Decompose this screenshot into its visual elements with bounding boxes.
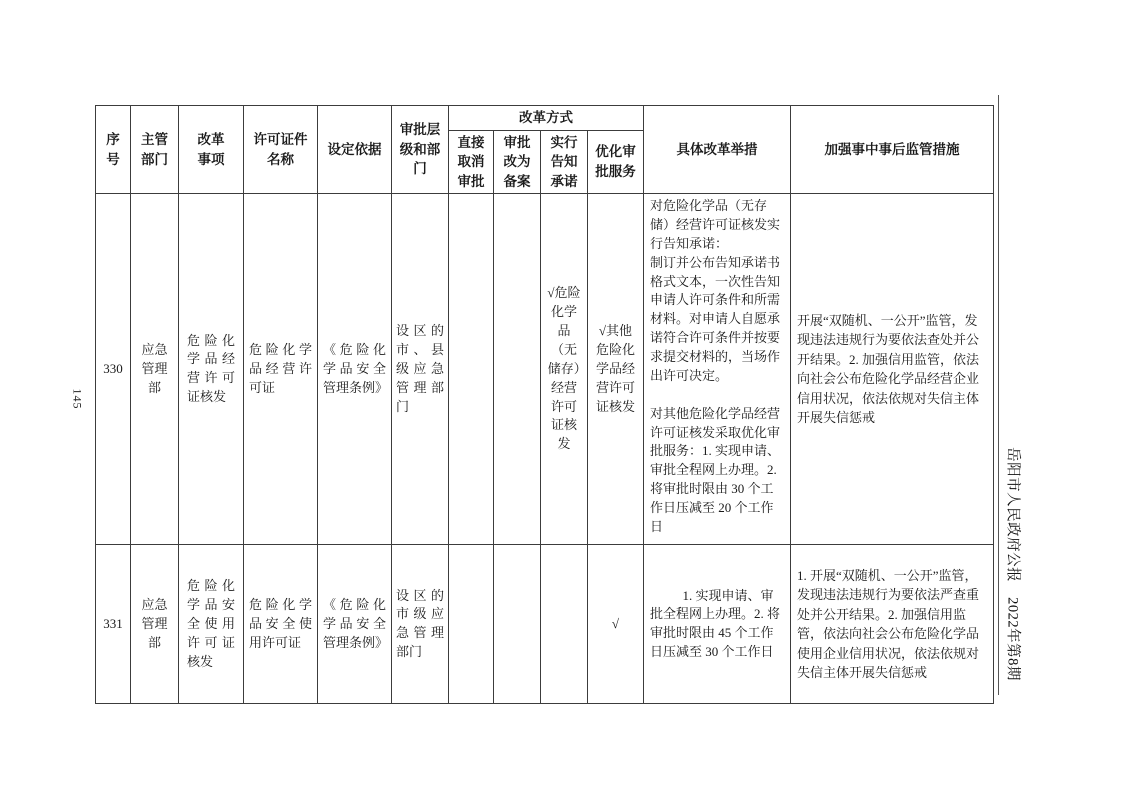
page-number: 145 bbox=[70, 388, 85, 410]
cell-mode-notify bbox=[541, 545, 588, 704]
reform-items-table bbox=[95, 105, 994, 704]
cell-item: 危险化学品安全使用许可证核发 bbox=[179, 545, 244, 704]
measures-paragraph-3: 对其他危险化学品经营许可证核发采取优化审批服务：1. 实现申请、审批全程网上办理。2. 将审批时限由 30 个工作日压减至 20 个工作日 bbox=[650, 405, 781, 534]
cell-mode-record bbox=[494, 194, 541, 545]
cell-level: 设区的市、县级应急管理部门 bbox=[392, 194, 449, 545]
cell-mode-cancel bbox=[449, 194, 494, 545]
cell-mode-optimize: √其他危险化学品经营许可证核发 bbox=[588, 194, 644, 545]
cell-mode-notify: √危险化学品（无储存）经营许可证核发 bbox=[541, 194, 588, 545]
cell-measures bbox=[644, 194, 791, 545]
col-header-supervision: 加强事中事后监管措施 bbox=[791, 106, 994, 194]
table-row-331 bbox=[96, 545, 994, 704]
gazette-sidebar-title: 岳阳市人民政府公报 2022年第8期 bbox=[1004, 447, 1021, 681]
cell-license: 危险化学品经营许可证 bbox=[244, 194, 318, 545]
col-header-dept: 主管部门 bbox=[131, 106, 179, 194]
col-header-item-label: 改革事项 bbox=[197, 132, 225, 167]
cell-no: 330 bbox=[96, 194, 131, 545]
col-header-mode-cancel: 直接取消审批 bbox=[449, 130, 494, 194]
col-header-reform-mode: 改革方式 bbox=[449, 106, 644, 131]
col-header-license: 许可证件名称 bbox=[244, 106, 318, 194]
col-header-mode-record: 审批改为备案 bbox=[494, 130, 541, 194]
cell-basis: 《危险化学品安全管理条例》 bbox=[318, 194, 392, 545]
col-header-no: 序号 bbox=[96, 106, 131, 194]
cell-supervision: 1. 开展“双随机、一公开”监管，发现违法违规行为要依法严查重处并公开结果。2. 加强信用监管，依法向社会公布危险化学品使用企业信用状况，依法依规对失信主体开展失信惩戒 bbox=[791, 545, 994, 704]
measures-paragraph-2: 制订并公布告知承诺书格式文本，一次性告知申请人许可条件和所需材料。对申请人自愿承诺符合许可条件并按要求提交材料的，当场作出许可决定。 bbox=[650, 254, 781, 383]
cell-supervision: 开展“双随机、一公开”监管，发现违法违规行为要依法查处并公开结果。2. 加强信用监管，依法向社会公布危险化学品经营企业信用状况，依法依规对失信主体开展失信惩戒 bbox=[791, 194, 994, 545]
cell-level: 设区的市级应急管理部门 bbox=[392, 545, 449, 704]
cell-mode-record bbox=[494, 545, 541, 704]
cell-dept: 应急管理部 bbox=[131, 545, 179, 704]
measures-paragraph-1: 1. 实现申请、审批全程网上办理。2. 将审批时限由 45 个工作日压减至 30 个工作日 bbox=[650, 587, 781, 660]
spine-divider bbox=[998, 95, 999, 695]
col-header-level: 审批层级和部门 bbox=[392, 106, 449, 194]
col-header-basis: 设定依据 bbox=[318, 106, 392, 194]
cell-basis: 《危险化学品安全管理条例》 bbox=[318, 545, 392, 704]
col-header-measures: 具体改革举措 bbox=[644, 106, 791, 194]
cell-item: 危险化学品经营许可证核发 bbox=[179, 194, 244, 545]
header-row-top bbox=[96, 106, 994, 131]
col-header-mode-notify: 实行告知承诺 bbox=[541, 130, 588, 194]
cell-mode-optimize: √ bbox=[588, 545, 644, 704]
table-row-330 bbox=[96, 194, 994, 545]
col-header-item bbox=[179, 106, 244, 194]
cell-dept: 应急管理部 bbox=[131, 194, 179, 545]
measures-paragraph-1: 对危险化学品（无存储）经营许可证核发实行告知承诺： bbox=[650, 198, 781, 251]
cell-license: 危险化学品安全使用许可证 bbox=[244, 545, 318, 704]
cell-measures bbox=[644, 545, 791, 704]
col-header-mode-optimize: 优化审批服务 bbox=[588, 130, 644, 194]
cell-no: 331 bbox=[96, 545, 131, 704]
cell-mode-cancel bbox=[449, 545, 494, 704]
